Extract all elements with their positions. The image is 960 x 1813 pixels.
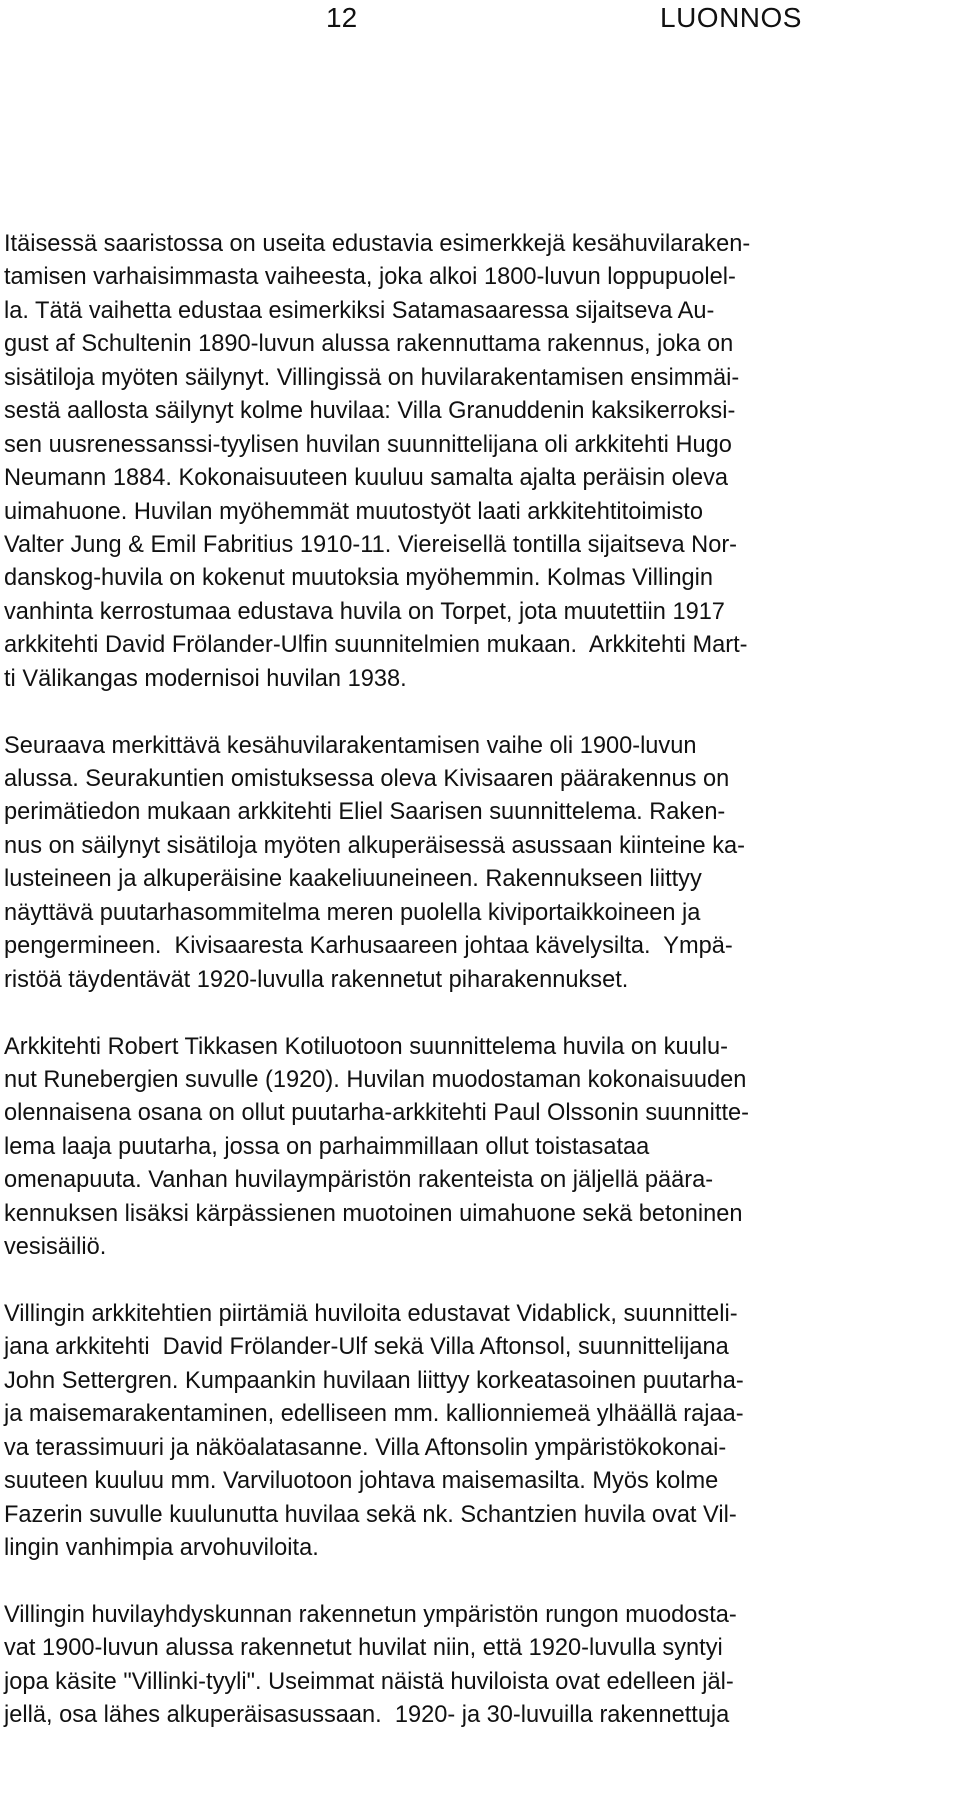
text-line: vesisäiliö. [4,1234,107,1261]
text-line: nus on säilynyt sisätiloja myöten alkuperäisessä asussaan kiinteine ka- [4,832,745,859]
text-line: omenapuuta. Vanhan huvilaympäristön rakenteista on jäljellä päära- [4,1167,714,1194]
text-line: kennuksen lisäksi kärpässienen muotoinen uimahuone sekä betoninen [4,1200,743,1227]
text-line: Arkkitehti Robert Tikkasen Kotiluotoon suunnittelema huvila on kuulu- [4,1033,728,1060]
text-line: John Settergren. Kumpaankin huvilaan liittyy korkeatasoinen puutarha- [4,1367,744,1394]
text-line: jana arkkitehti David Frölander-Ulf sekä Villa Aftonsol, suunnittelijana [4,1334,729,1361]
text-line: vanhinta kerrostumaa edustava huvila on Torpet, jota muutettiin 1917 [4,598,725,625]
paragraph [4,228,956,696]
text-line: arkkitehti David Frölander-Ulfin suunnitelmien mukaan. Arkkitehti Mart- [4,632,748,659]
page-number: 12 [326,2,358,33]
text-line: Fazerin suvulle kuulunutta huvilaa sekä nk. Schantzien huvila ovat Vil- [4,1501,737,1528]
text-line: Neumann 1884. Kokonaisuuteen kuuluu samalta ajalta peräisin oleva [4,465,729,492]
text-line: sen uusrenessanssi-tyylisen huvilan suunnittelijana oli arkkitehti Hugo [4,431,732,458]
text-line: suuteen kuuluu mm. Varviluotoon johtava maisemasilta. Myös kolme [4,1468,719,1495]
paragraph [4,1599,956,1733]
text-line: sisätiloja myöten säilynyt. Villingissä on huvilarakentamisen ensimmäi- [4,364,740,391]
text-line: jopa käsite "Villinki-tyyli". Useimmat näistä huviloista ovat edelleen jäl- [4,1668,734,1695]
text-line: olennaisena osana on ollut puutarha-arkkitehti Paul Olssonin suunnitte- [4,1100,749,1127]
text-line: uimahuone. Huvilan myöhemmät muutostyöt laati arkkitehtitoimisto [4,498,703,525]
text-line: ja maisemarakentaminen, edelliseen mm. kallionniemeä ylhäällä rajaa- [4,1401,744,1428]
text-line: ti Välikangas modernisoi huvilan 1938. [4,665,407,692]
text-line: nut Runebergien suvulle (1920). Huvilan muodostaman kokonaisuuden [4,1066,747,1093]
text-line: lema laaja puutarha, jossa on parhaimmillaan ollut toistasataa [4,1133,650,1160]
text-line: Villingin huvilayhdyskunnan rakennetun ympäristön rungon muodosta- [4,1601,737,1628]
text-line: Itäisessä saaristossa on useita edustavia esimerkkejä kesähuvilaraken- [4,231,751,257]
text-line: Villingin arkkitehtien piirtämiä huviloita edustavat Vidablick, suunnitteli- [4,1301,738,1327]
paragraph [4,1031,956,1265]
paragraph [4,730,956,998]
text-line: vat 1900-luvun alussa rakennetut huvilat niin, että 1920-luvulla syntyi [4,1635,723,1662]
document-body [4,228,956,1733]
text-line: jellä, osa lähes alkuperäisasussaan. 1920- ja 30-luvuilla rakennettuja [4,1702,730,1729]
text-line: perimätiedon mukaan arkkitehti Eliel Saarisen suunnittelema. Raken- [4,799,726,826]
text-line: danskog-huvila on kokenut muutoksia myöhemmin. Kolmas Villingin [4,565,714,592]
text-line: näyttävä puutarhasommitelma meren puolella kiviportaikkoineen ja [4,899,701,926]
text-line: alussa. Seurakuntien omistuksessa oleva Kivisaaren päärakennus on [4,766,730,792]
text-line: tamisen varhaisimmasta vaiheesta, joka alkoi 1800-luvun loppupuolel- [4,264,736,291]
text-line: ristöä täydentävät 1920-luvulla rakennetut piharakennukset. [4,966,629,993]
text-line: Seuraava merkittävä kesähuvilarakentamisen vaihe oli 1900-luvun [4,732,697,759]
text-line: lingin vanhimpia arvohuviloita. [4,1535,319,1562]
paragraph [4,1298,956,1566]
text-line: sestä aallosta säilynyt kolme huvilaa: Villa Granuddenin kaksikerroksi- [4,398,736,425]
text-line: la. Tätä vaihetta edustaa esimerkiksi Satamasaaressa sijaitseva Au- [4,297,715,324]
running-title: LUONNOS [660,2,802,33]
text-line: gust af Schultenin 1890-luvun alussa rakennuttama rakennus, joka on [4,331,734,358]
text-line: lusteineen ja alkuperäisine kaakeliuuneineen. Rakennukseen liittyy [4,866,702,893]
text-line: va terassimuuri ja näköalatasanne. Villa Aftonsolin ympäristökokonai- [4,1434,727,1461]
text-line: pengermineen. Kivisaaresta Karhusaareen johtaa kävelysilta. Ympä- [4,933,733,960]
page-header [0,0,960,40]
text-line: Valter Jung & Emil Fabritius 1910-11. Viereisellä tontilla sijaitseva Nor- [4,531,738,558]
